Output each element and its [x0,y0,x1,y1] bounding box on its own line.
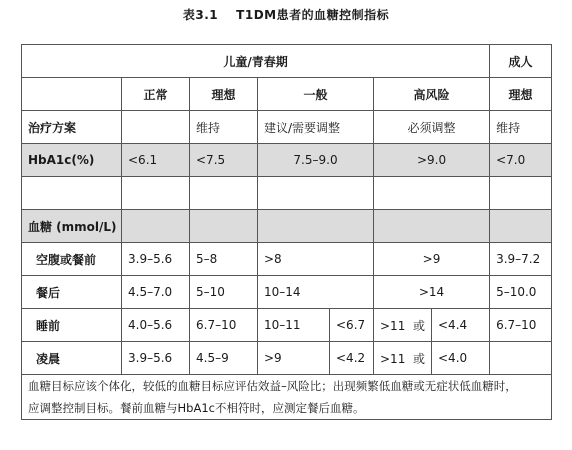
cell: <7.5 [190,144,258,177]
footnote-line-1: 血糖目标应该个体化，较低的血糖目标应评估效益–风险比；出现频繁低血糖或无症状低血糖时， [28,379,517,393]
cell: 5–10 [190,276,258,309]
row-label: 空腹或餐前 [22,243,122,276]
empty-cell [122,177,190,210]
cell: 3.9–5.6 [122,243,190,276]
empty-cell [490,177,552,210]
table-number: 表3.1 [182,8,219,22]
cell: 维持 [190,111,258,144]
cell: 建议/需要调整 [258,111,374,144]
cell: 5–10.0 [490,276,552,309]
empty-cell [122,210,190,243]
empty-cell [22,78,122,111]
empty-cell [490,210,552,243]
cell: 6.7–10 [190,309,258,342]
row-treatment [22,111,552,144]
cell: <4.4 [432,309,490,342]
cell: >8 [258,243,374,276]
group-adult-header: 成人 [490,45,552,78]
empty-cell [22,177,122,210]
cell: 3.9–5.6 [122,342,190,375]
row-blank [22,177,552,210]
cell: >14 [374,276,490,309]
cell: >11 或 [374,342,432,375]
table-caption: T1DM患者的血糖控制指标 [236,8,390,22]
cell: <4.2 [330,342,374,375]
row-fasting [22,243,552,276]
cell [122,111,190,144]
empty-cell [258,210,374,243]
row-note [22,375,552,420]
cell [490,342,552,375]
footnote-line-2: 应调整控制目标。餐前血糖与HbA1c不相符时，应测定餐后血糖。 [28,401,365,415]
row-dawn [22,342,552,375]
cell: >9.0 [374,144,490,177]
glucose-control-table [21,44,552,420]
row-bedtime [22,309,552,342]
col-normal: 正常 [122,78,190,111]
row-hba1c [22,144,552,177]
cell: <7.0 [490,144,552,177]
col-adult-ideal: 理想 [490,78,552,111]
cell: <6.7 [330,309,374,342]
header-row-groups [22,45,552,78]
row-label: 治疗方案 [22,111,122,144]
col-high-risk: 高风险 [374,78,490,111]
row-postmeal [22,276,552,309]
cell: <4.0 [432,342,490,375]
table-title [0,6,572,23]
empty-cell [374,177,490,210]
cell: >9 [258,342,330,375]
footnote [22,375,552,420]
row-label: 睡前 [22,309,122,342]
cell: 6.7–10 [490,309,552,342]
empty-cell [190,177,258,210]
cell: 5–8 [190,243,258,276]
row-label: 血糖 (mmol/L) [22,210,122,243]
cell: >11 或 [374,309,432,342]
col-general: 一般 [258,78,374,111]
group-child-header: 儿童/青春期 [22,45,490,78]
col-ideal: 理想 [190,78,258,111]
cell: 7.5–9.0 [258,144,374,177]
cell: 维持 [490,111,552,144]
cell: <6.1 [122,144,190,177]
cell: 4.0–5.6 [122,309,190,342]
row-label: 凌晨 [22,342,122,375]
cell: 3.9–7.2 [490,243,552,276]
cell: 4.5–9 [190,342,258,375]
cell: 10–11 [258,309,330,342]
empty-cell [190,210,258,243]
header-row-levels [22,78,552,111]
empty-cell [258,177,374,210]
row-label: 餐后 [22,276,122,309]
row-label: HbA1c(%) [22,144,122,177]
cell: 10–14 [258,276,374,309]
cell: 必须调整 [374,111,490,144]
empty-cell [374,210,490,243]
cell: 4.5–7.0 [122,276,190,309]
row-glucose-section [22,210,552,243]
cell: >9 [374,243,490,276]
